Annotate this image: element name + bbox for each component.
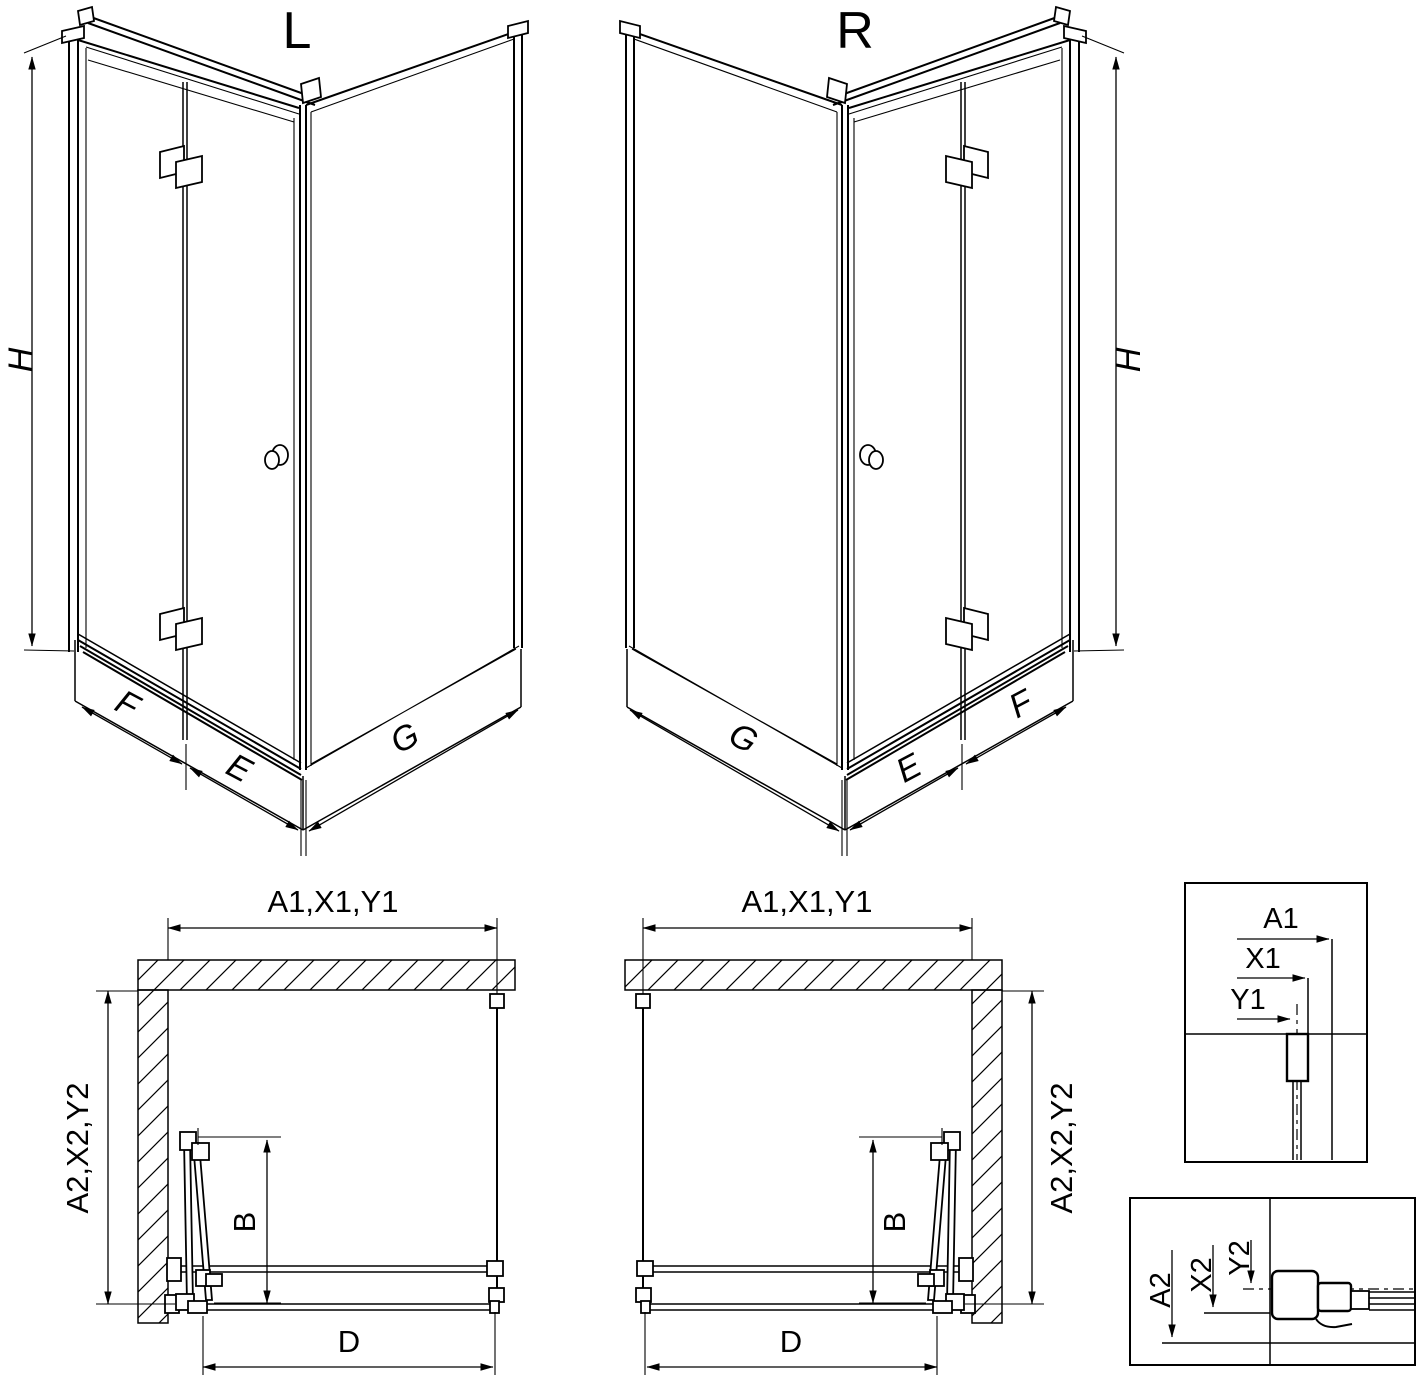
detail-label-X2: X2 [1186,1257,1218,1293]
dim-label-G-right: G [722,715,764,762]
corner-bracket [301,78,321,103]
variant-label-left: L [282,2,312,60]
detail-wall-profile-top [1287,1034,1332,1160]
wall-hatched-side-left-plan [138,990,168,1323]
plan-right-dim-top: A1,X1,Y1 [741,884,873,919]
detail-label-Y1: Y1 [1230,984,1266,1016]
wall-hatched-side-right-plan [972,990,1002,1323]
dim-label-E-left: E [220,746,259,791]
wall-hatched-top-left-plan [138,960,515,990]
dim-label-H-right: H [1110,347,1148,373]
plan-left-dim-top: A1,X1,Y1 [267,884,399,919]
wall-hatched-top-right-plan [625,960,1002,990]
bottom-track-and-tray [75,634,521,830]
variant-label-right: R [836,2,874,60]
dim-label-E-right: E [889,746,928,791]
plan-right-dim-opening: D [779,1324,803,1359]
bifold-door [160,82,294,760]
dim-label-F-right: F [1002,682,1039,726]
detail-wall-profile-bottom [1272,1271,1415,1327]
detail-label-A2: A2 [1145,1272,1177,1308]
dim-label-G-left: G [384,715,426,762]
detail-label-A1: A1 [1263,903,1299,935]
plan-right-dim-door: B [877,1211,912,1233]
iso-linework-left [24,7,528,856]
detail-label-X1: X1 [1245,943,1281,975]
detail-box-width [1185,883,1367,1162]
plan-folded-door [165,1132,222,1313]
plan-left-dim-opening: D [337,1324,361,1359]
frame-profiles [62,21,528,770]
plan-side-panel [489,994,504,1307]
plan-left-dim-door: B [227,1211,262,1233]
iso-linework-right [620,7,1124,856]
plan-right-dim-side: A2,X2,Y2 [1044,1082,1079,1214]
dim-label-F-left: F [109,682,146,726]
detail-label-Y2: Y2 [1224,1240,1256,1276]
detail-box-depth [1130,1198,1415,1365]
iso-dimensions [24,36,518,856]
dim-label-H-left: H [2,347,40,373]
side-panel-cap [508,21,528,38]
plan-left-dim-side: A2,X2,Y2 [60,1082,95,1214]
